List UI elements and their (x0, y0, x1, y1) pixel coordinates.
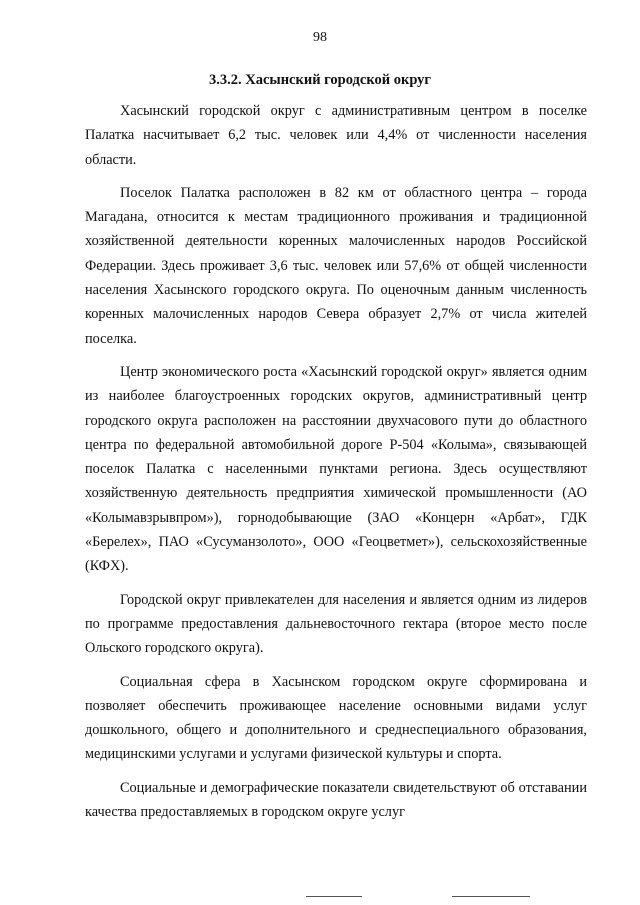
paragraph-5: Социальная сфера в Хасынском городском округе сформирована и позволяет обеспечить проживающее население основными видами услуг дошкольного, общего и дополнительного и среднеспециального образования, медицинскими услугами и услугами физической культуры и спорта. (85, 673, 587, 763)
body-text (85, 99, 587, 833)
footer-divider-right (452, 896, 530, 897)
paragraph-4: Городской округ привлекателен для населения и является одним из лидеров по программе предоставления дальневосточного гектара (второе место после Ольского городского округа). (85, 591, 587, 657)
paragraph-3: Центр экономического роста «Хасынский городской округ» является одним из наиболее благоустроенных городских округов, административный центр городского округа расположен на расстоянии двухчасового пути до областного центра по федеральной автомобильной дороге Р-504 «Колыма», связывающей поселок Палатка с населенными пунктами региона. Здесь осуществляют хозяйственную деятельность предприятия химической промышленности (АО «Колымавзрывпром»), горнодобывающие (ЗАО «Концерн «Арбат», ГДК «Берелех», ПАО «Сусуманзолото», ООО «Геоцветмет»), сельскохозяйственные (КФХ). (85, 363, 587, 575)
paragraph-2: Поселок Палатка расположен в 82 км от областного центра – города Магадана, относится к местам традиционного проживания и традиционной хозяйственной деятельности коренных малочисленных народов Российской Федерации. Здесь проживает 3,6 тыс. человек или 57,6% от общей численности населения Хасынского городского округа. По оценочным данным численность коренных малочисленных народов Севера образует 2,7% от числа жителей поселка. (85, 184, 587, 347)
footer-divider-left (306, 896, 362, 897)
paragraph-6: Социальные и демографические показатели свидетельствуют об отставании качества предоставляемых в городском округе услуг (85, 779, 587, 821)
page-number: 98 (313, 30, 327, 45)
section-heading: 3.3.2. Хасынский городской округ (208, 72, 432, 88)
paragraph-1: Хасынский городской округ с административным центром в поселке Палатка насчитывает 6,2 тыс. человек или 4,4% от численности населения области. (85, 103, 587, 168)
